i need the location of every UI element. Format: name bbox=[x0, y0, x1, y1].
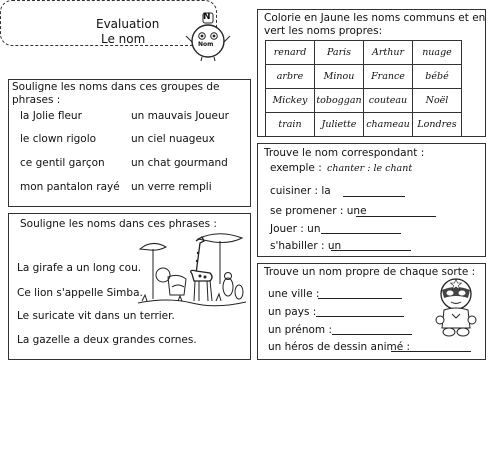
exercise4-item: cuisiner : la bbox=[270, 185, 331, 197]
exercise4-item: s'habiller : un bbox=[270, 240, 342, 252]
grid-cell[interactable]: toboggan bbox=[315, 89, 364, 113]
answer-line[interactable] bbox=[332, 334, 412, 335]
grid-row bbox=[266, 65, 462, 89]
exercise5-item: un héros de dessin animé : bbox=[268, 341, 411, 353]
answer-line[interactable] bbox=[318, 298, 402, 299]
grid-cell[interactable]: Juliette bbox=[315, 113, 364, 137]
grid-cell[interactable]: couteau bbox=[364, 89, 413, 113]
exercise2-sentence: Le suricate vit dans un terrier. bbox=[17, 310, 175, 322]
grid-row bbox=[266, 41, 462, 65]
grid-cell[interactable]: Arthur bbox=[364, 41, 413, 65]
grid-cell[interactable]: train bbox=[266, 113, 315, 137]
answer-line[interactable] bbox=[391, 351, 471, 352]
grid-row bbox=[266, 113, 462, 137]
exercise1-item: la Jolie fleur bbox=[20, 110, 82, 122]
answer-line[interactable] bbox=[316, 316, 404, 317]
exercise5-item: une ville : bbox=[268, 288, 320, 300]
answer-line[interactable] bbox=[331, 250, 411, 251]
exercise2-sentence: La gazelle a deux grandes cornes. bbox=[17, 334, 197, 346]
grid-cell[interactable]: bébé bbox=[413, 65, 462, 89]
grid-cell[interactable]: Mickey bbox=[266, 89, 315, 113]
exercise4-example-value: chanter : le chant bbox=[327, 163, 413, 174]
exercise1-item: mon pantalon rayé bbox=[20, 181, 120, 193]
exercise1-item: ce gentil garçon bbox=[20, 157, 105, 169]
exercise4-item: se promener : une bbox=[270, 205, 367, 217]
grid-cell[interactable]: nuage bbox=[413, 41, 462, 65]
grid-cell[interactable]: Paris bbox=[315, 41, 364, 65]
savanna-illustration bbox=[138, 229, 246, 307]
noun-grid bbox=[265, 40, 462, 137]
mascot-letter: N bbox=[203, 12, 211, 22]
exercise1-item: le clown rigolo bbox=[20, 133, 97, 145]
exercise1-instruction-1: Souligne les noms dans ces groupes de bbox=[12, 81, 220, 93]
exercise3-instruction-2: vert les noms propres: bbox=[264, 25, 383, 37]
title-line2: Le nom bbox=[101, 32, 146, 46]
exercise1-item: un ciel nuageux bbox=[131, 133, 215, 145]
grid-cell[interactable]: arbre bbox=[266, 65, 315, 89]
exercise1-item: un verre rempli bbox=[131, 181, 212, 193]
superhero-icon bbox=[432, 276, 480, 338]
answer-line[interactable] bbox=[321, 233, 401, 234]
grid-cell[interactable]: Londres bbox=[413, 113, 462, 137]
mascot-label: Nom bbox=[198, 41, 214, 48]
grid-cell[interactable]: renard bbox=[266, 41, 315, 65]
exercise5-item: un prénom : bbox=[268, 324, 333, 336]
exercise5-item: un pays : bbox=[268, 306, 317, 318]
exercise1-instruction-2: phrases : bbox=[12, 94, 61, 106]
grid-row bbox=[266, 89, 462, 113]
exercise4-item: Jouer : un bbox=[270, 223, 321, 235]
exercise4-instruction: Trouve le nom correspondant : bbox=[264, 147, 425, 159]
exercise5-instruction: Trouve un nom propre de chaque sorte : bbox=[264, 266, 476, 278]
answer-line[interactable] bbox=[356, 216, 436, 217]
title-line1: Evaluation bbox=[96, 17, 160, 31]
exercise2-sentence: La girafe a un long cou. bbox=[17, 262, 142, 274]
exercise1-item: un chat gourmand bbox=[131, 157, 228, 169]
exercise2-sentence: Ce lion s'appelle Simba. bbox=[17, 287, 143, 299]
exercise3-instruction-1: Colorie en Jaune les noms communs et en bbox=[264, 12, 486, 24]
answer-line[interactable] bbox=[343, 196, 405, 197]
exercise1-item: un mauvais Joueur bbox=[131, 110, 229, 122]
grid-cell[interactable]: France bbox=[364, 65, 413, 89]
grid-cell[interactable]: chameau bbox=[364, 113, 413, 137]
exercise2-instruction: Souligne les noms dans ces phrases : bbox=[20, 218, 217, 230]
grid-cell[interactable]: Noël bbox=[413, 89, 462, 113]
exercise4-example-label: exemple : bbox=[270, 162, 322, 174]
grid-cell[interactable]: Minou bbox=[315, 65, 364, 89]
